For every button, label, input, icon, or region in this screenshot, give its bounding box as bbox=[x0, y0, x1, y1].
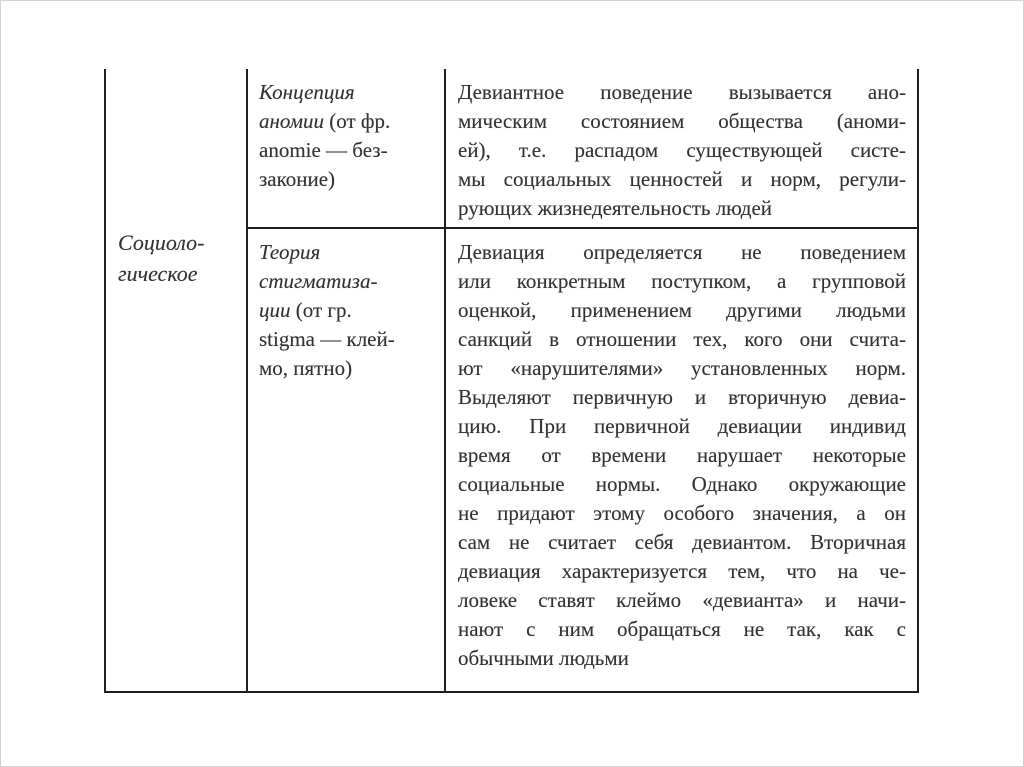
text-line: ловеке ставят клеймо «девианта» и начи- bbox=[458, 588, 906, 612]
text-line: девиация характеризуется тем, что на че- bbox=[458, 559, 906, 583]
text-line: ции (от гр. bbox=[259, 298, 352, 322]
text-line: stigma — клей- bbox=[259, 327, 395, 351]
text-line: мы социальных ценностей и норм, регули- bbox=[458, 167, 906, 191]
text-line: санкций в отношении тех, кого они счита- bbox=[458, 327, 906, 351]
category-cell-sociological bbox=[104, 69, 248, 693]
text-line: социальные нормы. Однако окружающие bbox=[458, 472, 906, 496]
text-line: Социоло- bbox=[118, 230, 205, 255]
text-line: аномии (от фр. bbox=[259, 109, 391, 133]
text-line: Концепция bbox=[259, 80, 355, 104]
text-line: или конкретным поступком, а групповой bbox=[458, 269, 906, 293]
text-line: Теория bbox=[259, 240, 321, 264]
text-line: время от времени нарушает некоторые bbox=[458, 443, 906, 467]
text-line: цию. При первичной девиации индивид bbox=[458, 414, 906, 438]
text-line: мо, пятно) bbox=[259, 356, 353, 380]
text-line: обычными людьми bbox=[458, 646, 629, 670]
text-line: оценкой, применением другими людьми bbox=[458, 298, 906, 322]
text-line: мическим состоянием общества (аноми- bbox=[458, 109, 906, 133]
text-line: законие) bbox=[259, 167, 336, 191]
text-line: ей), т.е. распадом существующей систе- bbox=[458, 138, 906, 162]
concept-cell-stigma bbox=[248, 229, 446, 693]
concept-cell-anomie bbox=[248, 69, 446, 229]
text-line: Девиация определяется не поведением bbox=[458, 240, 906, 264]
text-line: сам не считает себя девиантом. Вторичная bbox=[458, 530, 906, 554]
text-line: Выделяют первичную и вторичную девиа- bbox=[458, 385, 906, 409]
text-line: рующих жизнедеятельность людей bbox=[458, 196, 773, 220]
text-line: ют «нарушителями» установленных норм. bbox=[458, 356, 906, 380]
description-cell-stigma bbox=[446, 229, 919, 693]
text-line: не придают этому особого значения, а он bbox=[458, 501, 906, 525]
deviance-theories-table bbox=[104, 69, 919, 693]
text-line: нают с ним обращаться не так, как с bbox=[458, 617, 906, 641]
description-cell-anomie bbox=[446, 69, 919, 229]
text-line: стигматиза- bbox=[259, 269, 378, 293]
text-line: Девиантное поведение вызывается ано- bbox=[458, 80, 906, 104]
text-line: гическое bbox=[118, 261, 198, 286]
text-line: anomie — без- bbox=[259, 138, 388, 162]
